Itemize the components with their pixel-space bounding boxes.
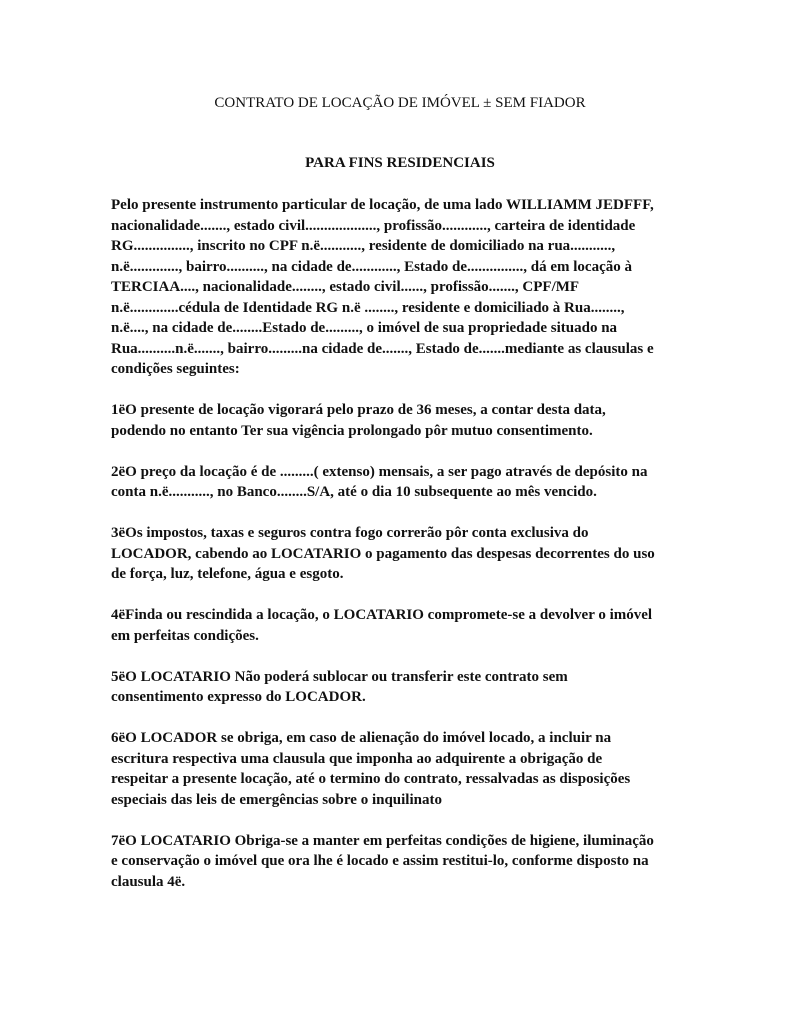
text-line: clausula 4ë.: [111, 873, 186, 890]
text-line: escritura respectiva uma clausula que imponha ao adquirente a obrigação de: [111, 750, 603, 767]
text-line: podendo no entanto Ter sua vigência prolongado pôr mutuo consentimento.: [111, 422, 593, 439]
text-line: respeitar a presente locação, até o termino do contrato, ressalvadas as disposições: [111, 771, 631, 787]
text-line: de força, luz, telefone, água e esgoto.: [111, 566, 344, 582]
paragraph-gap: [111, 585, 696, 606]
text-line: 7ëO LOCATARIO Obriga-se a manter em perfeitas condições de higiene, iluminação: [111, 832, 654, 849]
clause-2: [111, 462, 696, 503]
paragraph-gap: [111, 380, 696, 401]
text-line: n.ë...., na cidade de........Estado de........., o imóvel de sua propriedade situado na: [111, 320, 618, 336]
text-line: em perfeitas condições.: [111, 627, 259, 644]
text-line: RG..............., inscrito no CPF n.ë..........., residente de domiciliado na rua...........,: [111, 238, 616, 254]
clause-1: [111, 400, 696, 441]
text-line: Rua..........n.ë......., bairro.........na cidade de......., Estado de.......mediante as clausulas e: [111, 340, 654, 357]
clause-4: [111, 605, 696, 646]
text-line: especiais das leis de emergências sobre o inquilinato: [111, 791, 442, 808]
paragraph-gap: [111, 646, 696, 667]
document-body: [111, 195, 696, 892]
paragraph-gap: [111, 441, 696, 462]
text-line: n.ë............., bairro.........., na cidade de............, Estado de..............., dá em locação à: [111, 258, 632, 275]
document-subtitle: PARA FINS RESIDENCIAIS: [305, 155, 495, 171]
text-line: 6ëO LOCADOR se obriga, em caso de alienação do imóvel locado, a incluir na: [111, 730, 612, 746]
text-line: 5ëO LOCATARIO Não poderá sublocar ou transferir este contrato sem: [111, 668, 568, 685]
document-title: CONTRATO DE LOCAÇÃO DE IMÓVEL ± SEM FIADOR: [214, 95, 586, 111]
clause-5: [111, 667, 696, 708]
paragraph-gap: [111, 810, 696, 831]
text-line: n.ë.............cédula de Identidade RG n.ë ........, residente e domiciliado à Rua........,: [111, 299, 625, 316]
text-line: consentimento expresso do LOCADOR.: [111, 689, 366, 705]
text-line: conta n.ë..........., no Banco........S/A, até o dia 10 subsequente ao mês vencido.: [111, 484, 597, 500]
text-line: 1ëO presente de locação vigorará pelo prazo de 36 meses, a contar desta data,: [111, 402, 606, 418]
text-line: nacionalidade......., estado civil..................., profissão............, carteira de identidade: [111, 217, 636, 234]
text-line: Pelo presente instrumento particular de locação, de uma lado WILLIAMM JEDFFF,: [111, 197, 654, 213]
paragraph-gap: [111, 708, 696, 729]
clause-7: [111, 831, 696, 893]
text-line: LOCADOR, cabendo ao LOCATARIO o pagamento das despesas decorrentes do uso: [111, 545, 655, 562]
paragraph-gap: [111, 503, 696, 524]
text-line: 3ëOs impostos, taxas e seguros contra fogo correrão pôr conta exclusiva do: [111, 525, 589, 541]
paragraph-intro: [111, 195, 696, 380]
text-line: 4ëFinda ou rescindida a locação, o LOCATARIO compromete-se a devolver o imóvel: [111, 607, 653, 623]
text-line: e conservação o imóvel que ora lhe é locado e assim restitui-lo, conforme disposto na: [111, 853, 649, 869]
text-line: TERCIAA...., nacionalidade........, estado civil......, profissão......., CPF/MF: [111, 279, 580, 295]
clause-3: [111, 523, 696, 585]
clause-6: [111, 728, 696, 810]
text-line: 2ëO preço da locação é de .........( extenso) mensais, a ser pago através de depósito na: [111, 463, 648, 480]
text-line: condições seguintes:: [111, 361, 240, 377]
